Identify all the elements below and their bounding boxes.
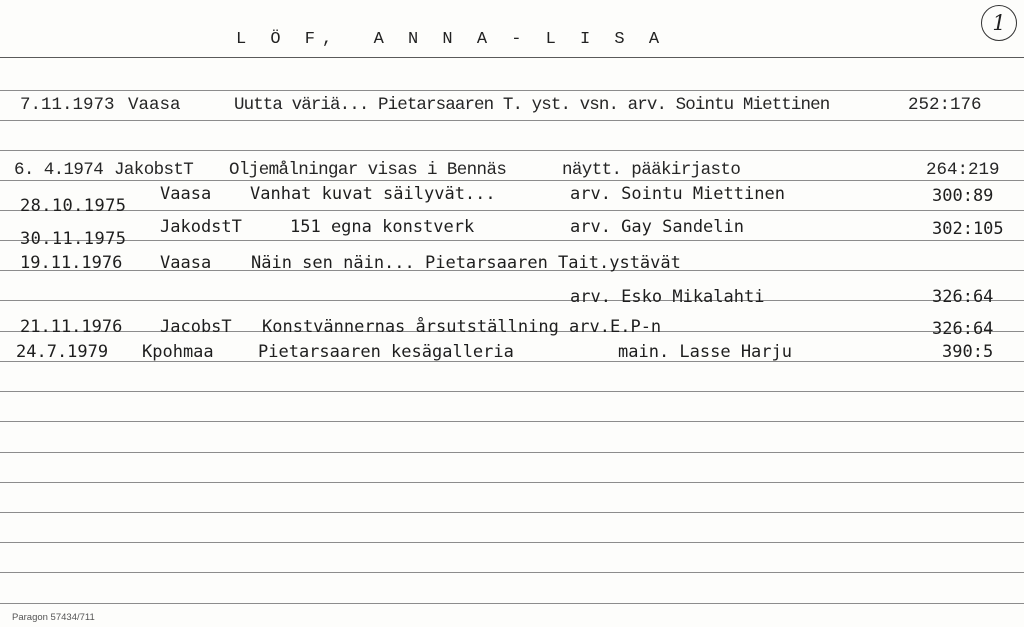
entry-note: arv. Sointu Miettinen [570,184,785,204]
rule-line [0,572,1024,573]
entry-reference: 326:64 [932,319,994,339]
rule-line [0,452,1024,453]
entry-date: 28.10.1975 [20,196,127,216]
entry-reference: 264:219 [926,160,1000,180]
rule-line [0,90,1024,91]
entry-date: 24.7.1979 [16,342,109,362]
entry-date: 6. 4.1974 [14,160,104,180]
rule-line [0,150,1024,151]
entry-reference: 300:89 [932,186,994,206]
card-number-badge: 1 [981,5,1017,41]
entry-description: Näin sen näin... Pietarsaaren Tait.ystävät [251,253,681,273]
entry-reference: 326:64 [932,287,994,307]
entry-place: Vaasa [128,95,181,115]
entry-date: 7.11.1973 [20,95,115,115]
card-heading: L Ö F, A N N A - L I S A [236,30,667,49]
entry-reference: 302:105 [932,219,1004,239]
entry-reference: 252:176 [908,95,982,115]
entry-note: näytt. pääkirjasto [562,160,741,180]
rule-line [0,180,1024,181]
entry-description: 151 egna konstverk [290,217,475,237]
rule-line [0,240,1024,241]
entry-place: Kpohmaa [142,342,214,362]
entry-reference: 390:5 [942,342,994,362]
printer-mark: Paragon 57434/711 [12,612,95,623]
rule-line [0,603,1024,604]
rule-line [0,57,1024,58]
entry-place: JakodstT [160,217,242,237]
entry-description: Pietarsaaren kesägalleria [258,342,514,362]
entry-note: arv. Gay Sandelin [570,217,744,237]
entry-note: arv. Esko Mikalahti [570,287,765,307]
entry-description: Konstvännernas årsutställning arv.E.P-n [262,317,662,337]
rule-line [0,300,1024,301]
entry-place: JakobstT [114,160,194,180]
entry-note: main. Lasse Harju [618,342,792,362]
entry-date: 30.11.1975 [20,229,127,249]
entry-description: Uutta väriä... Pietarsaaren T. yst. vsn. arv. Sointu Miettinen [234,95,830,115]
rule-line [0,120,1024,121]
entry-place: JacobsT [160,317,232,337]
rule-line [0,512,1024,513]
rule-line [0,210,1024,211]
entry-date: 19.11.1976 [20,253,123,273]
rule-line [0,421,1024,422]
entry-place: Vaasa [160,184,212,204]
entry-date: 21.11.1976 [20,317,123,337]
entry-description: Vanhat kuvat säilyvät... [250,184,496,204]
rule-line [0,482,1024,483]
rule-line [0,391,1024,392]
entry-place: Vaasa [160,253,212,273]
rule-line [0,542,1024,543]
entry-description: Oljemålningar visas i Bennäs [229,160,507,180]
